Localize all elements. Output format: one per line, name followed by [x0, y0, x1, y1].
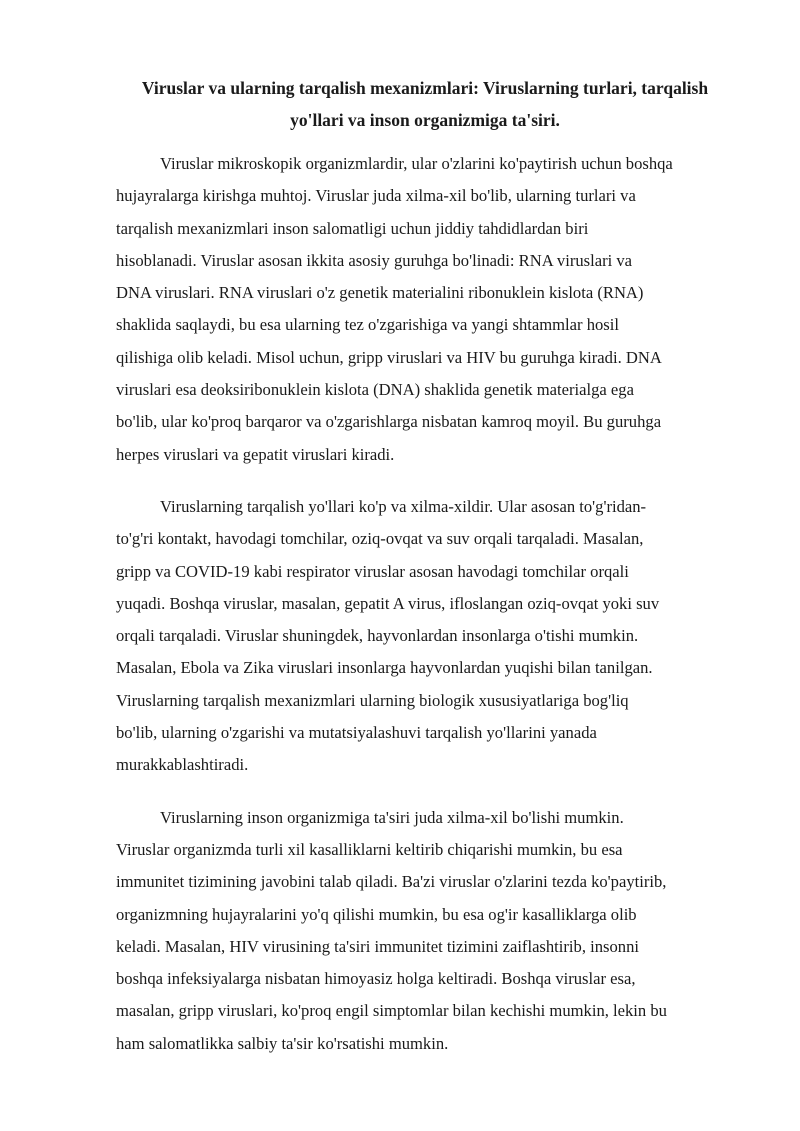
text-line: keladi. Masalan, HIV virusining ta'siri immunitet tizimini zaiflashtirib, insonni — [116, 936, 640, 956]
text-line: DNA viruslari. RNA viruslari o'z genetik materialini ribonuklein kislota (RNA) — [116, 283, 644, 303]
text-line: Viruslar organizmda turli xil kasalliklarni keltirib chiqarishi mumkin, bu esa — [116, 839, 623, 859]
title-line: Viruslar va ularning tarqalish mexanizmlari: Viruslarning turlari, tarqalish — [141, 78, 709, 98]
document-page — [116, 72, 734, 1080]
text-line: tarqalish mexanizmlari inson salomatligi uchun jiddiy tahdidlardan biri — [116, 218, 589, 238]
text-line: ham salomatlikka salbiy ta'sir ko'rsatishi mumkin. — [116, 1033, 449, 1053]
text-line: Masalan, Ebola va Zika viruslari insonlarga hayvonlardan yuqishi bilan tanilgan. — [116, 658, 653, 678]
text-line: gripp va COVID-19 kabi respirator viruslar asosan havodagi tomchilar orqali — [116, 561, 629, 581]
text-line: viruslari esa deoksiribonuklein kislota (DNA) shaklida genetik materialga ega — [116, 380, 634, 400]
paragraph-effects-on-body — [116, 802, 734, 1060]
text-line: organizmning hujayralarini yo'q qilishi mumkin, bu esa og'ir kasalliklarga olib — [116, 904, 637, 924]
text-line: bo'lib, ularning o'zgarishi va mutatsiyalashuvi tarqalish yo'llarini yanada — [116, 723, 597, 743]
text-line: qilishiga olib keladi. Misol uchun, gripp viruslari va HIV bu guruhga kiradi. DNA — [116, 347, 662, 367]
text-line: hujayralarga kirishga muhtoj. Viruslar juda xilma-xil bo'lib, ularning turlari va — [116, 186, 636, 206]
text-line: orqali tarqaladi. Viruslar shuningdek, hayvonlardan insonlarga o'tishi mumkin. — [116, 626, 639, 646]
text-line: boshqa infeksiyalarga nisbatan himoyasiz holga keltiradi. Boshqa viruslar esa, — [116, 969, 636, 989]
text-line: hisoblanadi. Viruslar asosan ikkita asosiy guruhga bo'linadi: RNA viruslari va — [116, 250, 633, 270]
paragraph-virus-types — [116, 148, 734, 471]
text-line: murakkablashtiradi. — [116, 755, 249, 775]
text-line: Viruslar mikroskopik organizmlardir, ular o'zlarini ko'paytirish uchun boshqa — [160, 154, 673, 173]
document-title — [116, 72, 734, 136]
text-line: Viruslarning tarqalish mexanizmlari ularning biologik xususiyatlariga bog'liq — [116, 690, 629, 710]
text-line: shaklida saqlaydi, bu esa ularning tez o'zgarishiga va yangi shtammlar hosil — [116, 315, 619, 335]
text-line: to'g'ri kontakt, havodagi tomchilar, oziq-ovqat va suv orqali tarqaladi. Masalan, — [116, 529, 644, 549]
text-line: herpes viruslari va gepatit viruslari kiradi. — [116, 444, 395, 464]
text-line: bo'lib, ular ko'proq barqaror va o'zgarishlarga nisbatan kamroq moyil. Bu guruhga — [116, 412, 662, 432]
text-line: yuqadi. Boshqa viruslar, masalan, gepatit A virus, ifloslangan oziq-ovqat yoki suv — [116, 593, 660, 613]
text-line: Viruslarning inson organizmiga ta'siri juda xilma-xil bo'lishi mumkin. — [160, 807, 624, 827]
text-line: immunitet tizimining javobini talab qiladi. Ba'zi viruslar o'zlarini tezda ko'paytirib, — [116, 872, 667, 892]
paragraph-transmission-routes — [116, 491, 734, 782]
title-line: yo'llari va inson organizmiga ta'siri. — [290, 110, 560, 130]
text-line: masalan, gripp viruslari, ko'proq engil simptomlar bilan kechishi mumkin, lekin bu — [116, 1001, 667, 1021]
text-line: Viruslarning tarqalish yo'llari ko'p va xilma-xildir. Ular asosan to'g'ridan- — [160, 496, 647, 516]
